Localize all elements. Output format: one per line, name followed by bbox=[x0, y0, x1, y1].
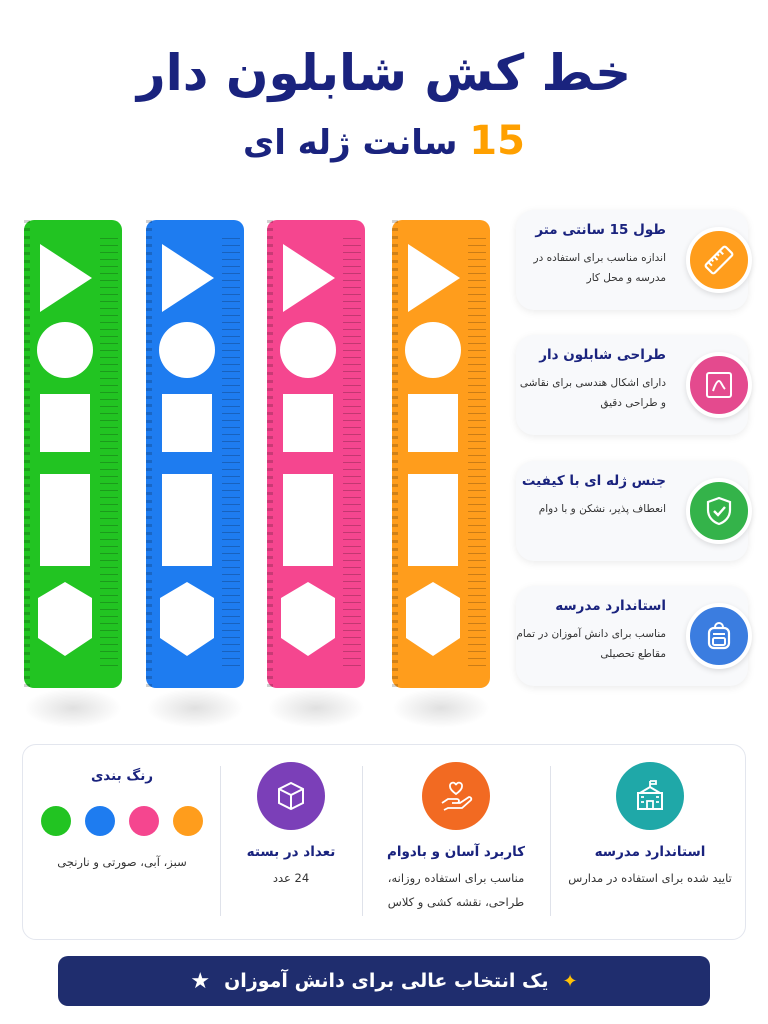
rectangle-cutout bbox=[40, 474, 90, 566]
ruler-orange bbox=[392, 220, 490, 688]
info-title: کاربرد آسان و بادوام bbox=[386, 844, 526, 860]
ruler-icon bbox=[686, 227, 752, 293]
info-desc: سبز، آبی، صورتی و نارنجی bbox=[57, 855, 187, 869]
heart-hand-icon bbox=[422, 762, 490, 830]
ruler-scale bbox=[343, 238, 361, 670]
feature-title: طراحی شابلون دار bbox=[539, 347, 666, 363]
banner-text: یک انتخاب عالی برای دانش آموزان bbox=[224, 970, 549, 992]
square-cutout bbox=[408, 394, 458, 452]
feature-card-material bbox=[516, 461, 748, 561]
circle-cutout bbox=[405, 322, 461, 378]
hexagon-cutout bbox=[38, 582, 92, 656]
info-desc: 24 عدد bbox=[272, 871, 310, 885]
feature-desc: انعطاف پذیر، نشکن و با دوام bbox=[538, 503, 666, 515]
ruler-scale bbox=[468, 238, 486, 670]
ruler-blue bbox=[146, 220, 244, 688]
circle-cutout bbox=[280, 322, 336, 378]
feature-title: جنس ژله ای با کیفیت bbox=[521, 473, 666, 489]
subtitle-text: سانت ژله ای bbox=[243, 123, 458, 163]
square-cutout bbox=[283, 394, 333, 452]
ruler-template-shapes bbox=[34, 238, 96, 668]
ruler-wavy-edge bbox=[24, 220, 30, 688]
subtitle-number: 15 bbox=[469, 118, 525, 164]
swatch-blue bbox=[85, 806, 115, 836]
square-cutout bbox=[40, 394, 90, 452]
triangle-cutout bbox=[408, 244, 460, 312]
square-cutout bbox=[162, 394, 212, 452]
panel-divider bbox=[362, 766, 363, 916]
feature-card-template bbox=[516, 335, 748, 435]
info-desc: مناسب برای استفاده روزانه، طراحی، نقشه کشی و کلاس bbox=[387, 871, 525, 909]
spark-icon: ✦ bbox=[562, 970, 578, 992]
ruler-shadow bbox=[24, 688, 122, 728]
ruler-wavy-edge bbox=[392, 220, 398, 688]
shield-check-icon bbox=[686, 478, 752, 544]
page-subtitle bbox=[0, 118, 768, 164]
triangle-cutout bbox=[162, 244, 214, 312]
ruler-wavy-edge bbox=[267, 220, 273, 688]
circle-cutout bbox=[159, 322, 215, 378]
ruler-green bbox=[24, 220, 122, 688]
ruler-scale bbox=[100, 238, 118, 670]
ruler-shadow bbox=[392, 688, 490, 728]
ruler-template-shapes bbox=[277, 238, 339, 668]
page-title: خط کش شابلون دار bbox=[136, 44, 632, 102]
school-building-icon bbox=[616, 762, 684, 830]
info-colors bbox=[30, 762, 214, 874]
info-usage bbox=[368, 762, 544, 914]
ruler-pink bbox=[267, 220, 365, 688]
ruler-template-shapes bbox=[402, 238, 464, 668]
cta-banner bbox=[58, 956, 710, 1006]
rectangle-cutout bbox=[283, 474, 333, 566]
feature-title: استاندارد مدرسه bbox=[555, 598, 666, 614]
feature-desc: اندازه مناسب برای استفاده در مدرسه و محل کار bbox=[533, 252, 666, 284]
box-icon bbox=[257, 762, 325, 830]
star-icon: ★ bbox=[190, 968, 211, 994]
color-swatches bbox=[30, 806, 214, 836]
swatch-orange bbox=[173, 806, 203, 836]
info-title: استاندارد مدرسه bbox=[594, 844, 706, 860]
info-school bbox=[562, 762, 738, 890]
panel-divider bbox=[220, 766, 221, 916]
circle-cutout bbox=[37, 322, 93, 378]
backpack-icon bbox=[686, 603, 752, 669]
feature-card-school bbox=[516, 586, 748, 686]
feature-desc: مناسب برای دانش آموزان در تمام مقاطع تحصیلی bbox=[516, 628, 666, 660]
info-title: تعداد در بسته bbox=[246, 844, 336, 860]
ruler-shadow bbox=[267, 688, 365, 728]
feature-desc: دارای اشکال هندسی برای نقاشی و طراحی دقیق bbox=[519, 377, 666, 409]
ruler-scale bbox=[222, 238, 240, 670]
feature-card-length bbox=[516, 210, 748, 310]
info-desc: تایید شده برای استفاده در مدارس bbox=[568, 871, 732, 885]
panel-divider bbox=[550, 766, 551, 916]
feature-title: طول 15 سانتی متر bbox=[535, 222, 666, 238]
info-title: رنگ بندی bbox=[90, 768, 154, 784]
ruler-shadow bbox=[146, 688, 244, 728]
swatch-green bbox=[41, 806, 71, 836]
rectangle-cutout bbox=[162, 474, 212, 566]
hexagon-cutout bbox=[406, 582, 460, 656]
hexagon-cutout bbox=[160, 582, 214, 656]
triangle-cutout bbox=[283, 244, 335, 312]
ruler-wavy-edge bbox=[146, 220, 152, 688]
triangle-cutout bbox=[40, 244, 92, 312]
hexagon-cutout bbox=[281, 582, 335, 656]
swatch-pink bbox=[129, 806, 159, 836]
ruler-template-shapes bbox=[156, 238, 218, 668]
drawing-icon bbox=[686, 352, 752, 418]
rectangle-cutout bbox=[408, 474, 458, 566]
info-package bbox=[226, 762, 356, 890]
